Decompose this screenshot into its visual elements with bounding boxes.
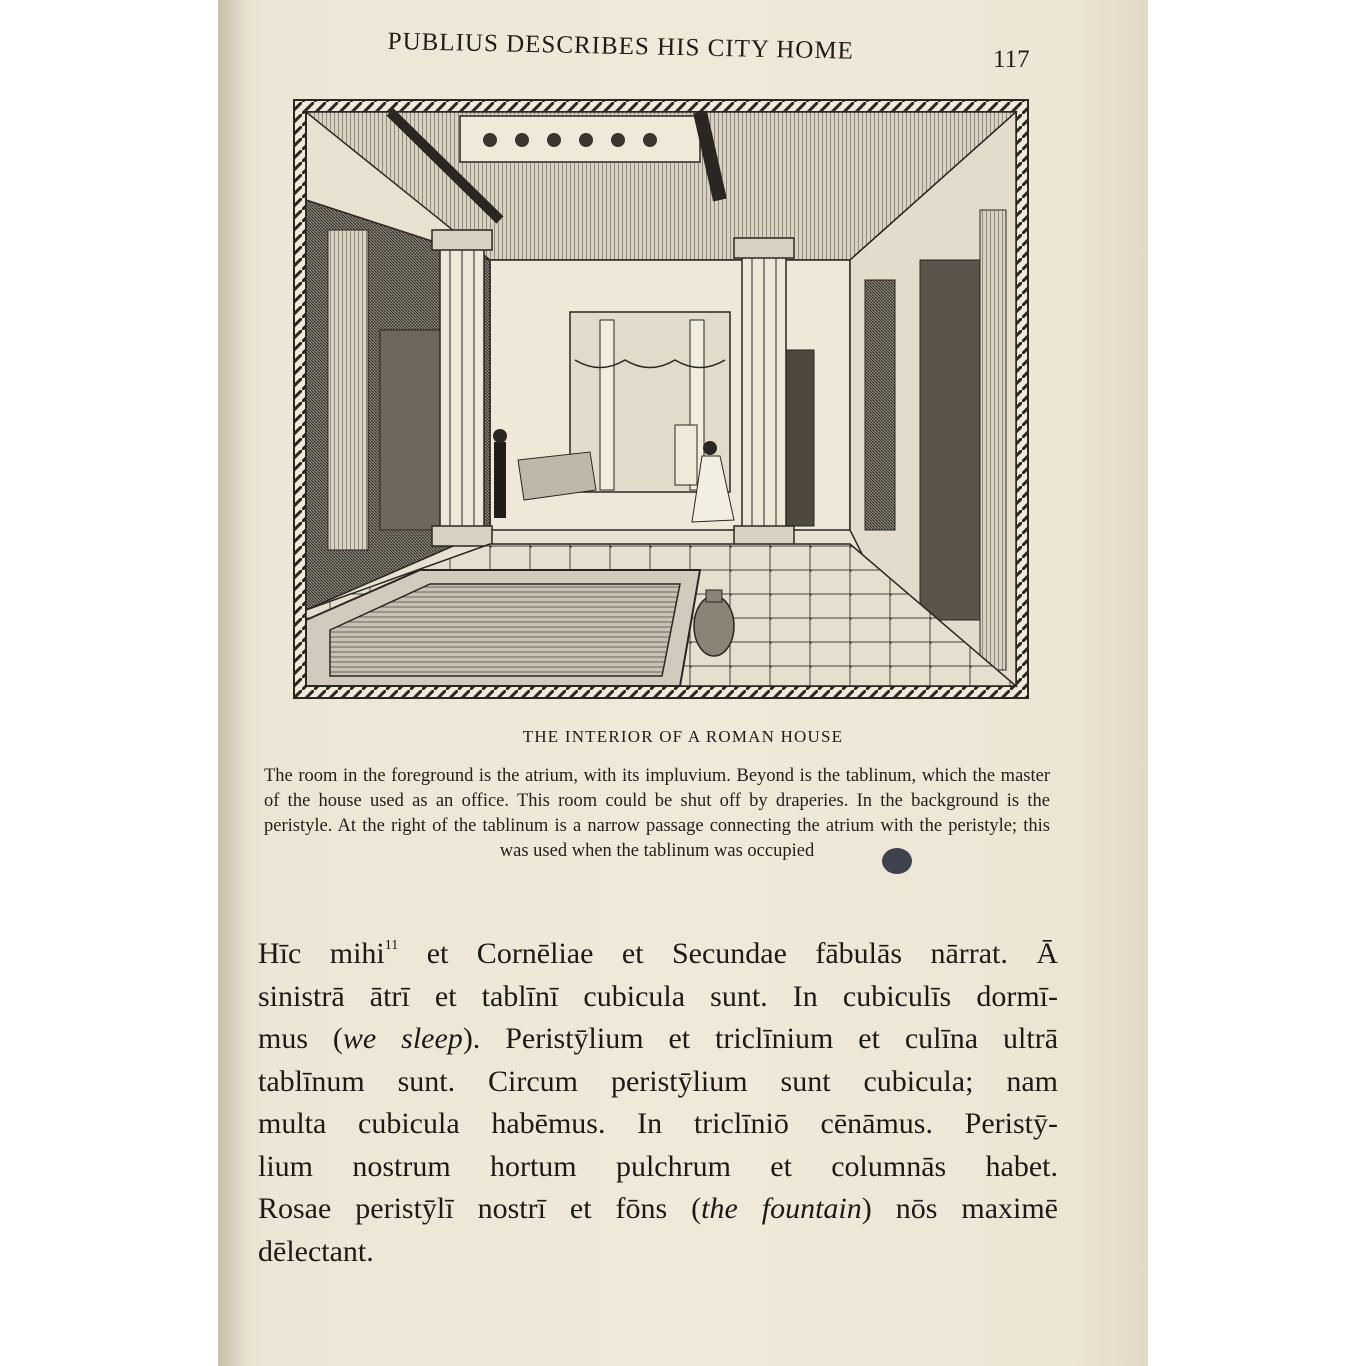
page-number: 117 [993, 46, 1030, 73]
passage-line: sinistrā ātrī et tablīnī cubicula sunt. In cubiculīs dormī- [258, 979, 1058, 1013]
gutter-shadow [218, 0, 248, 1366]
book-page [218, 0, 1148, 1366]
caption-title: THE INTERIOR OF A ROMAN HOUSE [522, 727, 844, 746]
ink-blot [882, 848, 912, 874]
passage-line: Rosae peristȳlī nostrī et fōns (the fountain) nōs maximē [258, 1192, 1058, 1225]
passage-line: dēlectant. [258, 1234, 374, 1268]
roman-house-illustration [290, 90, 1034, 704]
passage-line: Hīc mihi$^{11}$ et Cornēliae et Secundae fābulās nārrat. Ā [258, 937, 1059, 970]
latin-passage [258, 925, 1058, 1273]
passage-line: multa cubicula habēmus. In triclīniō cēnāmus. Peristȳ- [258, 1107, 1058, 1140]
caption-text: The room in the foreground is the atrium, with its impluvium. Beyond is the tablinum, which the master of the house used as an office. This room could be shut off by draperies. In the background is the peristyle. At the right of the tablinum is a narrow passage connecting the atrium with the peristyle; this was used when the tablinum was occupied [264, 766, 1050, 861]
passage-line: tablīnum sunt. Circum peristȳlium sunt cubicula; nam [258, 1064, 1058, 1098]
running-title: PUBLIUS DESCRIBES HIS CITY HOME [387, 28, 855, 65]
passage-line: lium nostrum hortum pulchrum et columnās habet. [258, 1149, 1058, 1183]
passage-line: mus (we sleep). Peristȳlium et triclīnium et culīna ultrā [258, 1022, 1059, 1055]
